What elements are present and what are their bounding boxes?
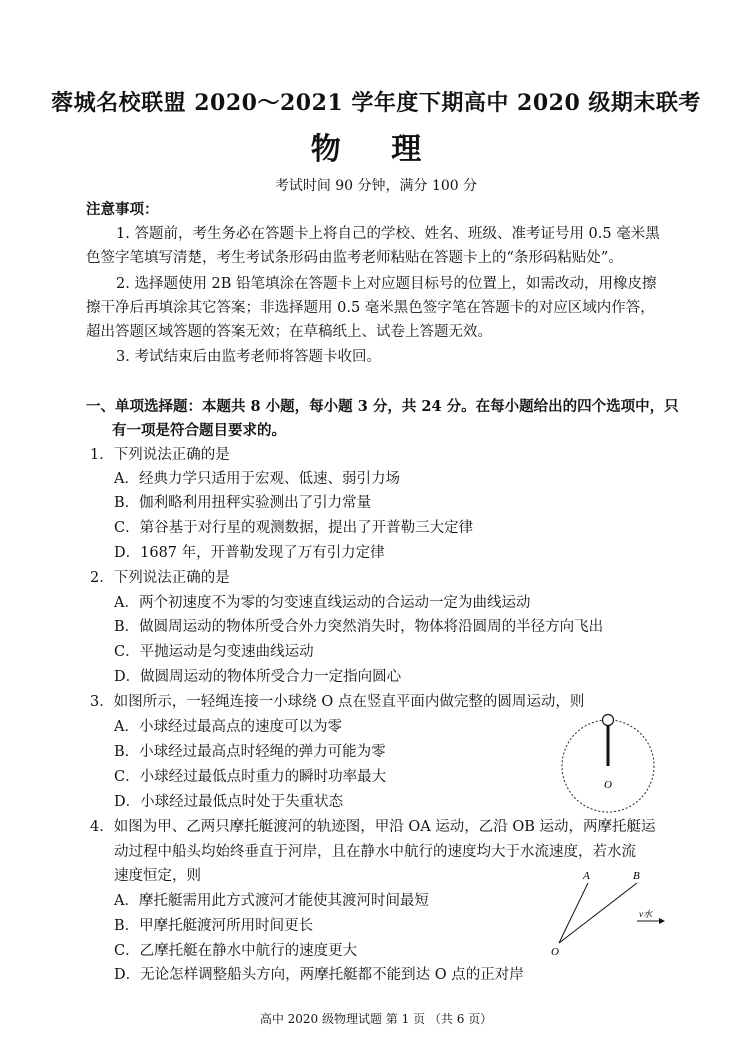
note-line: 超出答题区域答题的答案无效；在草稿纸上、试卷上答题无效。 [86,324,492,340]
question-1-option-d: D．1687 年，开普勒发现了万有引力定律 [114,545,385,561]
question-3-option-a: A．小球经过最高点的速度可以为零 [114,719,342,735]
question-4-option-b: B．甲摩托艇渡河所用时间更长 [114,918,314,934]
question-2-option-a: A．两个初速度不为零的匀变速直线运动的合运动一定为曲线运动 [114,595,531,611]
question-3-stem: 3．如图所示，一轻绳连接一小球绕 O 点在竖直平面内做完整的圆周运动，则 [90,694,585,710]
note-line: 擦干净后再填涂其它答案；非选择题用 0.5 毫米黑色签字笔在答题卡的对应区域内作答， [86,300,655,316]
section-heading: 一、单项选择题：本题共 8 小题，每小题 3 分，共 24 分。在每小题给出的四个选项中，只 [86,398,679,415]
question-4-stem-cont: 动过程中船头均始终垂直于河岸，且在静水中航行的速度均大于水流速度，若水流 [114,844,636,860]
question-1-option-a: A．经典力学只适用于宏观、低速、弱引力场 [114,471,400,487]
section-heading-cont: 有一项是符合题目要求的。 [112,422,286,439]
subject-title: 物 理 [310,132,442,167]
question-3-option-d: D．小球经过最低点时处于失重状态 [114,794,344,810]
note-line: 3. 考试结束后由监考老师将答题卡收回。 [116,349,381,365]
page-footer: 高中 2020 级物理试题 第 1 页 （共 6 页） [259,1012,493,1026]
question-2-option-c: C．平抛运动是匀变速曲线运动 [114,644,314,660]
center-o-label: O [604,779,612,791]
water-velocity-label: v水 [639,909,652,919]
question-2-option-b: B．做圆周运动的物体所受合外力突然消失时，物体将沿圆周的半径方向飞出 [114,619,604,635]
path-oa-line [559,883,588,943]
exam-time: 考试时间 90 分钟，满分 100 分 [274,178,478,194]
question-3-option-c: C．小球经过最低点时重力的瞬时功率最大 [114,769,387,785]
question-1-option-c: C．第谷基于对行星的观测数据，提出了开普勒三大定律 [114,520,474,536]
circular-motion-figure [560,708,670,818]
question-3-option-b: B．小球经过最高点时轻绳的弹力可能为零 [114,744,386,760]
question-4-option-a: A．摩托艇需用此方式渡河才能使其渡河时间最短 [114,893,429,909]
note-line: 色签字笔填写清楚，考生考试条形码由监考老师粘贴在答题卡上的“条形码粘贴处”。 [86,250,623,266]
arrow-head-icon [659,918,665,924]
question-4-stem-cont: 速度恒定，则 [114,868,201,884]
question-2-option-d: D．做圆周运动的物体所受合力一定指向圆心 [114,669,402,685]
question-4-option-c: C．乙摩托艇在静水中航行的速度更大 [114,943,358,959]
question-1-option-b: B．伽利略利用扭秤实验测出了引力常量 [114,495,372,511]
exam-title: 蓉城名校联盟 2020～2021 学年度下期高中 2020 级期末联考 [51,90,701,116]
river-crossing-figure [545,865,675,960]
point-a-label: A [583,870,590,882]
question-2-stem: 2．下列说法正确的是 [90,570,230,586]
ball-icon [603,715,614,726]
question-4-option-d: D．无论怎样调整船头方向，两摩托艇都不能到达 O 点的正对岸 [114,967,524,983]
path-ob-line [559,883,637,943]
notes-heading: 注意事项： [86,201,159,218]
question-1-stem: 1．下列说法正确的是 [90,447,230,463]
point-b-label: B [633,870,640,882]
question-4-stem: 4．如图为甲、乙两只摩托艇渡河的轨迹图，甲沿 OA 运动，乙沿 OB 运动，两摩托艇运 [90,819,656,835]
note-line: 2. 选择题使用 2B 铅笔填涂在答题卡上对应题目标号的位置上，如需改动，用橡皮擦 [116,276,657,292]
note-line: 1. 答题前，考生务必在答题卡上将自己的学校、姓名、班级、准考证号用 0.5 毫米黑 [116,226,660,242]
point-o-label: O [551,946,559,958]
